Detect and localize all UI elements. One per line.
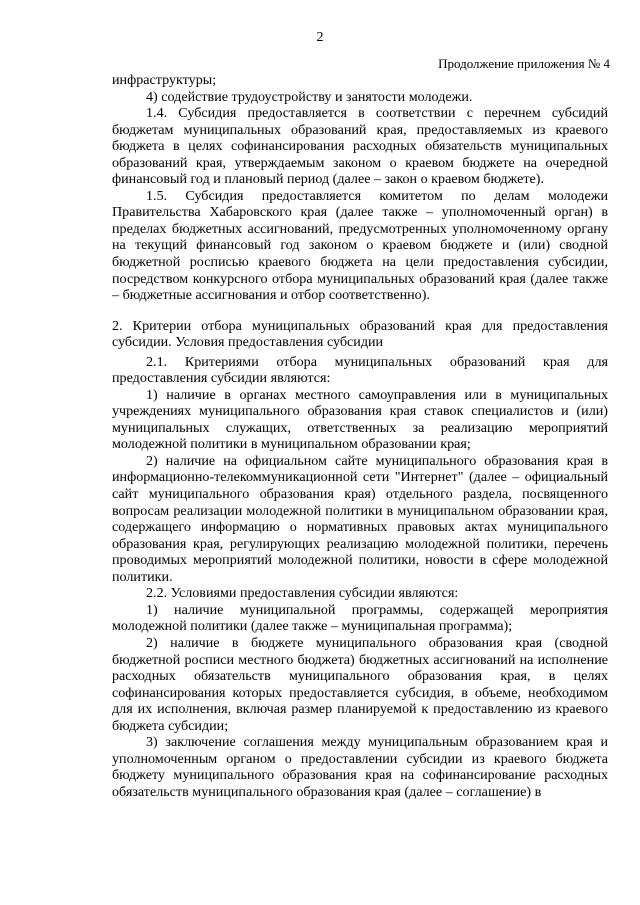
- paragraph: 4) содействие трудоустройству и занятости молодежи.: [146, 88, 473, 105]
- list-item: 1) наличие муниципальной программы, содержащей мероприятия молодежной политики (далее также – муниципальная программа);: [112, 601, 608, 635]
- paragraph-1-5: 1.5. Субсидия предоставляется комитетом по делам молодежи Правительства Хабаровского края (далее также – уполномоченный орган) в пределах бюджетных ассигнований, предусмотренных уполномоченному органу на текущий финансовый год законом о краевом бюджете и (или) сводной бюджетной росписью краевого бюджета на цели предоставления субсидии, посредством конкурсного отбора муниципальных образований края (далее также – бюджетные ассигнования и отбор соответственно).: [112, 187, 608, 304]
- appendix-continuation-note: Продолжение приложения № 4: [438, 56, 610, 71]
- list-item: 2) наличие в бюджете муниципального образования края (сводной бюджетной росписи местного бюджета) бюджетных ассигнований на исполнение расходных обязательств муниципального образования края, в целях софинансирования которых предоставляется субсидия, в объеме, необходимом для их исполнения, включая размер планируемой к предоставлению из краевого бюджета субсидии;: [112, 634, 608, 734]
- list-item: 3) заключение соглашения между муниципальным образованием края и уполномоченным органом о предоставлении субсидии из краевого бюджета бюджету муниципального образования края на софинансирование расходных обязательств муниципального образования края (далее – соглашение) в: [112, 734, 608, 800]
- list-item: 1) наличие в органах местного самоуправления или в муниципальных учреждениях муниципального образования края ставок специалистов и (или) муниципальных служащих, ответственных за реализацию мероприятий молодежной политики в муниципальном образовании края;: [112, 386, 608, 453]
- paragraph-1-4: 1.4. Субсидия предоставляется в соответствии с перечнем субсидий бюджетам муниципальных образований края, предоставляемых из краевого бюджета в целях софинансирования расходных обязательств муниципальных образований края, утверждаемым законом о краевом бюджете на очередной финансовый год и плановый период (далее – закон о краевом бюджете).: [112, 105, 608, 188]
- paragraph-2-2: 2.2. Условиями предоставления субсидии являются:: [146, 585, 459, 602]
- paragraph-2-1: 2.1. Критериями отбора муниципальных образований края для предоставления субсидии являются:: [112, 353, 608, 387]
- page-number: 2: [316, 30, 324, 45]
- list-item: 2) наличие на официальном сайте муниципального образования края в информационно-телекоммуникационной сети "Интернет" (далее – официальный сайт муниципального образования края) отдельного раздела, посвященного вопросам реализации молодежной политики в муниципальном образовании края, содержащего информацию о нормативных правовых актах муниципального образования края, регулирующих реализацию молодежной политики, перечень проводимых мероприятий молодежной политики, новости в сфере молодежной политики.: [112, 452, 608, 585]
- document-body: [112, 72, 608, 800]
- paragraph: инфраструктуры;: [112, 72, 217, 88]
- section-heading: 2. Критерии отбора муниципальных образований края для предоставления субсидии. Условия предоставления субсидии: [112, 317, 608, 351]
